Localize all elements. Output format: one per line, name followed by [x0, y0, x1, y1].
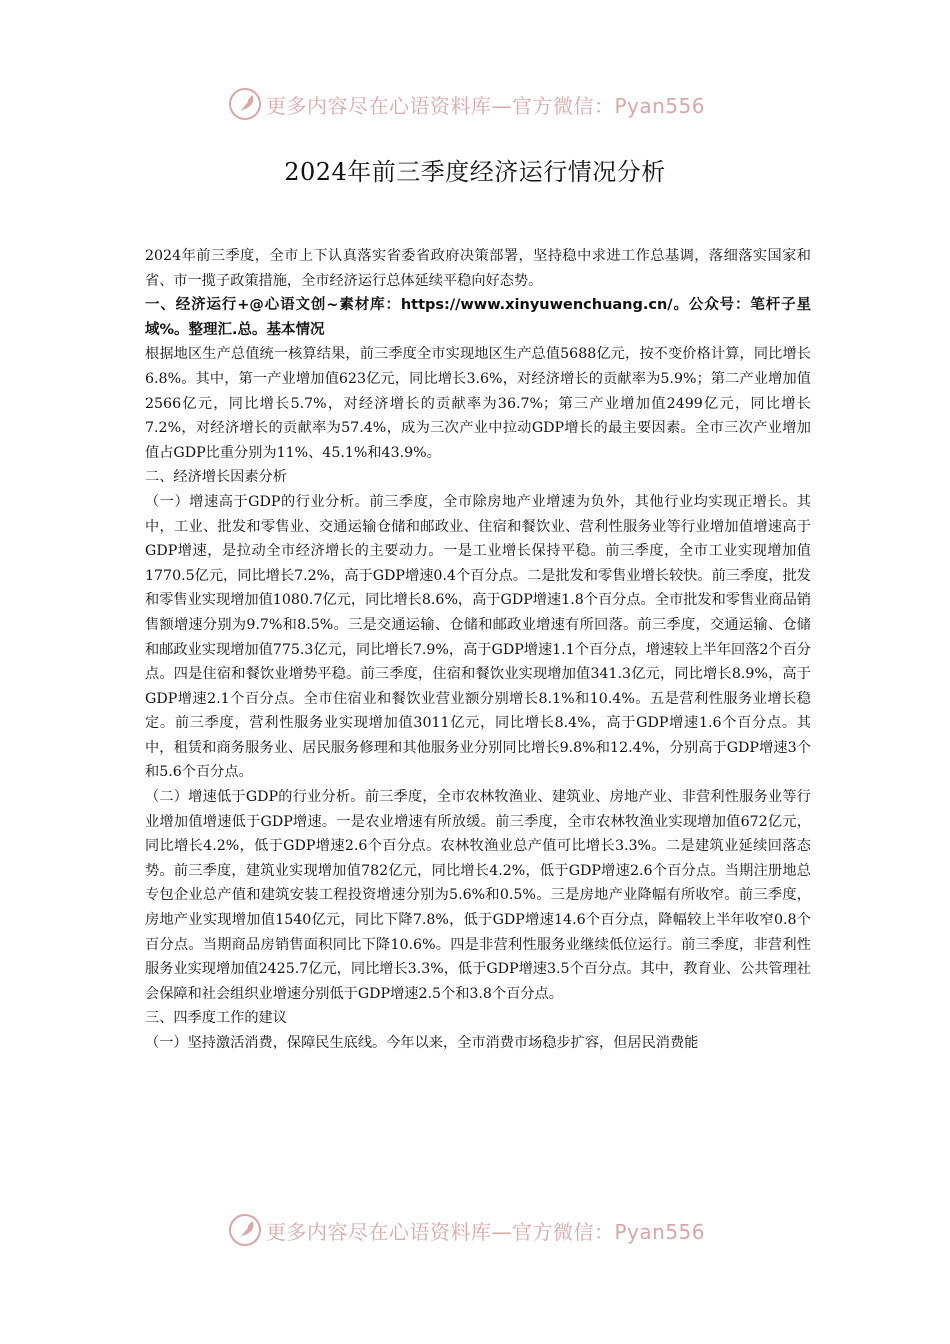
watermark-text: 更多内容尽在心语资料库—官方微信：Pyan556 — [266, 93, 706, 118]
section-heading-2: 二、经济增长因素分析 — [145, 469, 287, 486]
document-body — [145, 244, 811, 1056]
body-paragraph: （一）坚持激活消费，保障民生底线。今年以来，全市消费市场稳步扩容，但居民消费能 — [145, 1035, 699, 1051]
header-watermark-banner — [228, 86, 728, 122]
body-paragraph: （二）增速低于GDP的行业分析。前三季度，全市农林牧渔业、建筑业、房地产业、非营利性服务业等行业增加值增速低于GDP增速。一是农业增速有所放缓。前三季度，全市农林牧渔业实现增加值672亿元，同比增长4.2%，低于GDP增速2.6个百分点。农林牧渔业总产值可比增长3.3%。二是建筑业延续回落态势。前三季度，建筑业实现增加值782亿元，同比增长4.2%，低于GDP增速2.6个百分点。当期注册地总专包企业总产值和建筑安装工程投资增速分别为5.6%和0.5%。三是房地产业降幅有所收窄。前三季度，房地产业实现增加值1540亿元，同比下降7.8%，低于GDP增速14.6个百分点，降幅较上半年收窄0.8个百分点。当期商品房销售面积同比下降10.6%。四是非营利性服务业继续低位运行。前三季度，非营利性服务业实现增加值2425.7亿元，同比增长3.3%，低于GDP增速3.5个百分点。其中，教育业、公共管理社会保障和社会组织业增速分别低于GDP增速2.5个和3.8个百分点。 — [145, 789, 811, 1002]
body-paragraph: 根据地区生产总值统一核算结果，前三季度全市实现地区生产总值5688亿元，按不变价格计算，同比增长6.8%。其中，第一产业增加值623亿元，同比增长3.6%，对经济增长的贡献率为5.9%；第二产业增加值2566亿元，同比增长5.7%，对经济增长的贡献率为36.7%；第三产业增加值2499亿元，同比增长7.2%，对经济增长的贡献率为57.4%，成为三次产业中拉动GDP增长的最主要因素。全市三次产业增加值占GDP比重分别为11%、45.1%和43.9%。 — [145, 346, 811, 461]
footer-watermark-banner — [228, 1212, 728, 1248]
intro-paragraph: 2024年前三季度，全市上下认真落实省委省政府决策部署，坚持稳中求进工作总基调，落细落实国家和省、市一揽子政策措施，全市经济运行总体延续平稳向好态势。 — [145, 248, 811, 289]
watermark-text: 更多内容尽在心语资料库—官方微信：Pyan556 — [266, 1219, 706, 1244]
section-heading-1: 一、经济运行+@心语文创~素材库：https://www.xinyuwenchuang.cn/。公众号：笔杆子星域%。整理汇.总。基本情况 — [145, 297, 811, 338]
document-title: 2024年前三季度经济运行情况分析 — [284, 158, 666, 186]
body-paragraph: （一）增速高于GDP的行业分析。前三季度，全市除房地产业增速为负外，其他行业均实现正增长。其中，工业、批发和零售业、交通运输仓储和邮政业、住宿和餐饮业、营利性服务业等行业增加值增速高于GDP增速，是拉动全市经济增长的主要动力。一是工业增长保持平稳。前三季度，全市工业实现增加值1770.5亿元，同比增长7.2%，高于GDP增速0.4个百分点。二是批发和零售业增长较快。前三季度，批发和零售业实现增加值1080.7亿元，同比增长8.6%，高于GDP增速1.8个百分点。全市批发和零售业商品销售额增速分别为9.7%和8.5%。三是交通运输、仓储和邮政业增速有所回落。前三季度，交通运输、仓储和邮政业实现增加值775.3亿元，同比增长7.9%，高于GDP增速1.1个百分点，增速较上半年回落2个百分点。四是住宿和餐饮业增势平稳。前三季度，住宿和餐饮业实现增加值341.3亿元，同比增长8.9%，高于GDP增速2.1个百分点。全市住宿业和餐饮业营业额分别增长8.1%和10.4%。五是营利性服务业增长稳定。前三季度，营利性服务业实现增加值3011亿元，同比增长8.4%，高于GDP增速1.6个百分点。其中，租赁和商务服务业、居民服务修理和其他服务业分别同比增长9.8%和12.4%，分别高于GDP增速3个和5.6个百分点。 — [145, 493, 811, 781]
feather-pen-logo-icon — [228, 1213, 262, 1247]
feather-pen-logo-icon — [228, 87, 262, 121]
section-heading-3: 三、四季度工作的建议 — [145, 1010, 287, 1027]
